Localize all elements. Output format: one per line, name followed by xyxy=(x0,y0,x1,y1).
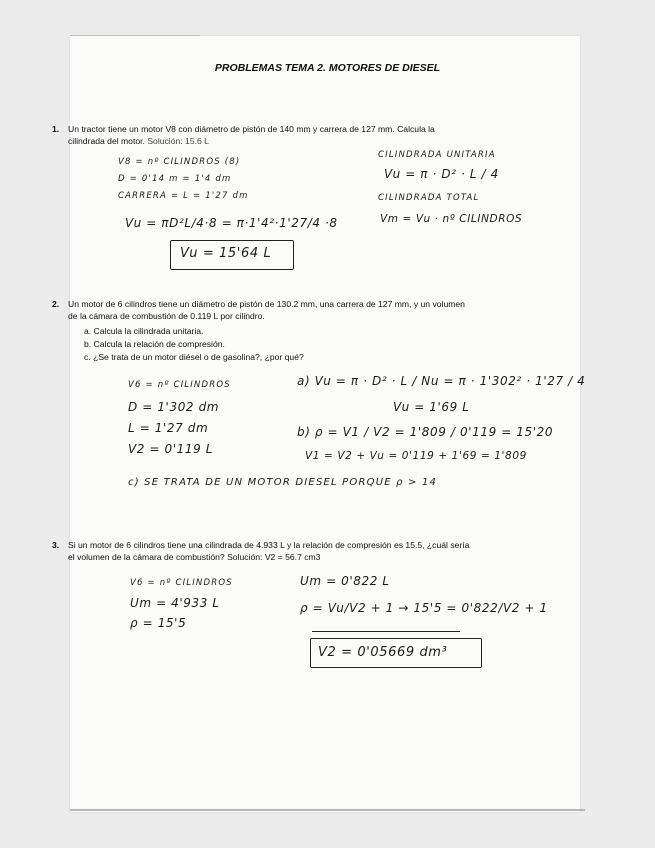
problem-2-item-c: c. ¿Se trata de un motor diésel o de gasolina?, ¿por qué? xyxy=(84,352,304,362)
page-title: PROBLEMAS TEMA 2. MOTORES DE DIESEL xyxy=(214,62,441,74)
p1-hw-total-formula: Vm = Vu · nº CILINDROS xyxy=(380,213,523,225)
problem-3-number: 3. xyxy=(52,540,60,550)
problem-3-text: Si un motor de 6 cilindros tiene una cilindrada de 4.933 L y la relación de compresión es 15.5, ¿cuál sería el volumen de la cámara de combustión? Solución: V2 = 56.7 cm3 xyxy=(68,540,470,562)
problem-3 xyxy=(52,540,472,563)
problem-1 xyxy=(52,124,472,147)
p1-hw-total-displacement-label: CILINDRADA TOTAL xyxy=(378,193,480,203)
p1-hw-result: Vu = 15'64 L xyxy=(180,246,272,261)
p2-hw-part-a: a) Vu = π · D² · L / Nu = π · 1'302² · 1'27 / 4 xyxy=(297,374,586,388)
p1-hw-calculation: Vu = πD²L/4·8 = π·1'4²·1'27/4 ·8 xyxy=(125,216,338,230)
problem-1-text xyxy=(68,124,472,147)
problem-1-solution: Solución: 15.6 L xyxy=(147,135,209,146)
p2-hw-chamber-volume: V2 = 0'119 L xyxy=(128,442,214,456)
p2-hw-cylinders: V6 = nº CILINDROS xyxy=(128,380,231,390)
problem-1-number: 1. xyxy=(52,124,60,134)
p2-hw-part-b: b) ρ = V1 / V2 = 1'809 / 0'119 = 15'20 xyxy=(297,425,554,439)
p2-hw-stroke: L = 1'27 dm xyxy=(128,421,209,435)
p3-hw-ratio-equation: ρ = Vu/V2 + 1 → 15'5 = 0'822/V2 + 1 xyxy=(300,601,548,615)
p2-hw-diameter: D = 1'302 dm xyxy=(128,400,220,414)
p1-hw-diameter: D = 0'14 m = 1'4 dm xyxy=(118,174,232,184)
p3-hw-cylinders: V6 = nº CILINDROS xyxy=(130,578,233,588)
bottom-rule xyxy=(70,809,585,811)
p2-hw-part-a-result: Vu = 1'69 L xyxy=(393,400,470,414)
p1-hw-unit-displacement-label: CILINDRADA UNITARIA xyxy=(378,150,496,160)
problem-2-item-b: b. Calcula la relación de compresión. xyxy=(84,339,225,349)
p2-hw-part-b-v1: V1 = V2 + Vu = 0'119 + 1'69 = 1'809 xyxy=(305,450,527,462)
p3-hw-result: V2 = 0'05669 dm³ xyxy=(318,645,448,660)
p1-hw-stroke: CARRERA = L = 1'27 dm xyxy=(118,191,249,201)
p2-hw-part-c: c) SE TRATA DE UN MOTOR DIESEL PORQUE ρ > 14 xyxy=(128,477,438,488)
problem-1-statement: Un tractor tiene un motor V8 con diámetro de pistón de 140 mm y carrera de 127 mm. Calcula la cilindrada del motor. xyxy=(68,124,435,146)
p1-hw-cylinders: V8 = nº CILINDROS (8) xyxy=(118,157,241,167)
problem-2 xyxy=(52,299,472,322)
p1-hw-unit-formula: Vu = π · D² · L / 4 xyxy=(384,167,499,181)
p3-underline xyxy=(312,631,460,632)
problem-2-number: 2. xyxy=(52,299,60,309)
p3-hw-compression-ratio: ρ = 15'5 xyxy=(130,616,187,630)
problem-2-text: Un motor de 6 cilindros tiene un diámetro de pistón de 130.2 mm, una carrera de 127 mm, y un volumen de la cámara de combustión de 0.119 L por cilindro. xyxy=(68,299,465,321)
p3-hw-displacement: Um = 4'933 L xyxy=(130,596,220,610)
p3-hw-unit-displacement: Um = 0'822 L xyxy=(300,574,390,588)
problem-2-item-a: a. Calcula la cilindrada unitaria. xyxy=(84,326,204,336)
